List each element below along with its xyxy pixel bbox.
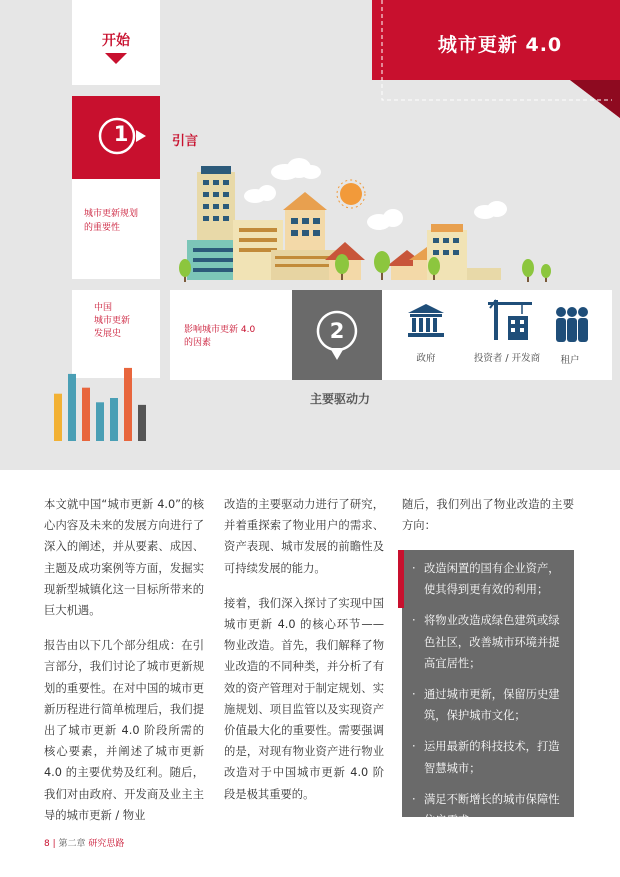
city-illustration [175,150,560,290]
directions-accent-bar [398,550,404,608]
direction-item: · 将物业改造成绿色建筑或绿色社区，改善城市环境并提高宜居性； [410,610,564,674]
china-history-label: 中国 城市更新 发展史 [94,303,131,339]
government-building-icon [408,304,444,338]
body-column-2 [224,494,384,819]
start-card [72,0,160,85]
crane-building-icon [488,298,532,342]
bar-chart-bar [68,374,76,441]
directions-list [410,558,564,831]
direction-item: · 满足不断增长的城市保障性住房需求。 [410,789,564,831]
drivers-paragraph: 改造的主要驱动力进行了研究，并着重探索了物业用户的需求、资产表现、城市发展的前瞻性及可持续发展的能力。 [224,498,384,575]
renewal-planning-label: 城市更新规划 的重要性 [84,209,139,233]
footer-title: 研究思路 [88,839,125,849]
driver-tenant-label: 租户 [560,355,580,366]
renovation-paragraph: 接着，我们深入探讨了实现中国城市更新 4.0 的核心环节——物业改造。首先，我们解释了物业改造的不同种类，并分析了有效的资产管理对于制定规划、实施规划、项目监管以及实现资产价值最大化的重要性。需要强调的是，对现有物业资产进行物业改造对于中国城市更新 4.0 阶段是极其重要的。 [224,596,384,801]
driver-label: 主要驱动力 [309,392,370,406]
banner-ribbon [372,0,620,118]
intro-label: 引言 [172,134,199,149]
intro-paragraph-2: 报告由以下几个部分组成：在引言部分，我们讨论了城市更新规划的重要性。在对中国的城市更新历程进行简单梳理后，我们提出了城市更新 4.0 阶段所需的核心要素，并阐述了城市更新 4.0 的主要优势及红利。随后，我们对由政府、开发商及业主主导的城市更新 / 物业 [44,639,204,822]
bar-chart-bar [96,402,104,441]
bar-chart-bar [138,405,146,441]
factors-label: 影响城市更新 4.0 的因素 [184,325,256,348]
direction-item: · 运用最新的科技技术，打造智慧城市； [410,736,564,778]
renewal-planning-card [72,179,160,279]
bar-chart-bar [82,388,90,441]
direction-item: · 改造闲置的国有企业资产，使其得到更有效的利用； [410,558,564,600]
directions-intro: 随后，我们列出了物业改造的主要方向： [402,498,574,533]
footer-separator: | [52,839,59,849]
intro-paragraph-1: 本文就中国“城市更新 4.0”的核心内容及未来的发展方向进行了深入的阐述，并从要素、成因、主题及成功案例等方面，发掘实现新型城镇化这一目标所带来的巨大机遇。 [44,498,204,618]
direction-item: · 通过城市更新，保留历史建筑，保护城市文化； [410,684,564,726]
people-group-icon [552,306,592,346]
factors-card [170,290,292,380]
bar-chart-bar [110,398,118,441]
directions-box [402,550,574,828]
driver-number: 2 [329,319,345,343]
bar-chart-graphic [50,355,154,445]
bar-chart-bar [54,394,62,441]
intro-number: 1 [113,122,129,146]
driver-investor-label: 投资者 / 开发商 [473,353,541,364]
start-label: 开始 [102,33,130,49]
drivers-card [382,290,612,380]
footer-chapter: 第二章 [58,839,86,849]
down-arrow-icon [105,53,127,65]
bar-chart-bar [124,368,132,441]
page-number: 8 [44,839,50,849]
body-column-3 [402,494,574,550]
driver-government-label: 政府 [416,353,436,364]
banner-title: 城市更新 4.0 [437,34,563,56]
body-column-1 [44,494,204,840]
page-footer [44,836,124,849]
